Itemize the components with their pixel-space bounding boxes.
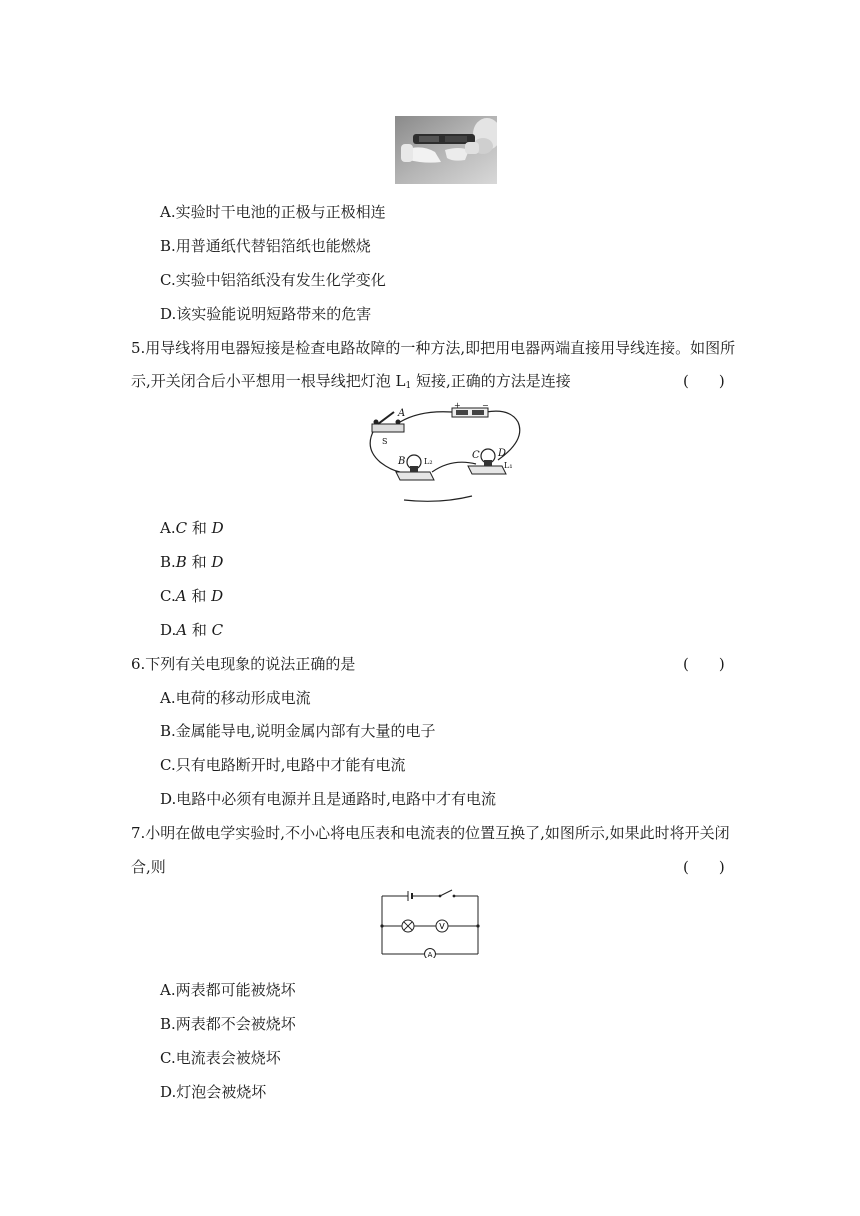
q6-option-d: D.电路中必须有电源并且是通路时,电路中才有电流 bbox=[160, 790, 497, 808]
q5-stem-line1: 5.用导线将用电器短接是检查电路故障的一种方法,即把用电器两端直接用导线连接。如图所 bbox=[131, 339, 736, 357]
q6-option-b: B.金属能导电,说明金属内部有大量的电子 bbox=[160, 722, 436, 740]
label-a: A bbox=[398, 408, 406, 419]
q5-option-a: A.C 和 D bbox=[160, 519, 224, 537]
q7-option-a: A.两表都可能被烧坏 bbox=[160, 981, 296, 999]
q5-stem-line2: 示,开关闭合后小平想用一根导线把灯泡 $L_1$ 短接,正确的方法是连接 bbox=[131, 372, 571, 391]
voltmeter-label: V bbox=[439, 922, 445, 931]
label-plus: + bbox=[454, 401, 461, 410]
q7-circuit-diagram bbox=[378, 884, 482, 958]
q7-option-d: D.灯泡会被烧坏 bbox=[160, 1083, 267, 1101]
q6-option-a: A.电荷的移动形成电流 bbox=[160, 689, 311, 707]
label-b: B bbox=[398, 456, 406, 467]
q6-answer-blank: ( ) bbox=[683, 655, 725, 673]
option-b: B.用普通纸代替铝箔纸也能燃烧 bbox=[160, 237, 371, 255]
label-s: S bbox=[382, 437, 388, 446]
q5-option-c: C.A 和 D bbox=[160, 587, 224, 605]
q7-stem-line2: 合,则 bbox=[131, 858, 166, 876]
label-d: D bbox=[498, 448, 507, 459]
q5-circuit-figure bbox=[360, 400, 528, 506]
label-l1: L₁ bbox=[504, 461, 513, 470]
label-minus: − bbox=[482, 401, 489, 410]
experiment-photo bbox=[395, 116, 497, 184]
label-c: C bbox=[472, 450, 480, 461]
q7-option-c: C.电流表会被烧坏 bbox=[160, 1049, 281, 1067]
q5-option-b: B.B 和 D bbox=[160, 553, 224, 571]
q6-option-c: C.只有电路断开时,电路中才能有电流 bbox=[160, 756, 406, 774]
q5-option-d: D.A 和 C bbox=[160, 621, 224, 639]
q5-answer-blank: ( ) bbox=[683, 372, 725, 390]
q7-stem-line1: 7.小明在做电学实验时,不小心将电压表和电流表的位置互换了,如图所示,如果此时将开关闭 bbox=[131, 824, 730, 842]
option-c: C.实验中铝箔纸没有发生化学变化 bbox=[160, 271, 386, 289]
q6-stem: 6.下列有关电现象的说法正确的是 bbox=[131, 655, 356, 673]
label-l2: L₂ bbox=[424, 457, 433, 466]
option-a: A.实验时干电池的正极与正极相连 bbox=[160, 203, 386, 221]
option-d: D.该实验能说明短路带来的危害 bbox=[160, 305, 372, 323]
ammeter-label: A bbox=[427, 951, 433, 958]
q7-option-b: B.两表都不会被烧坏 bbox=[160, 1015, 296, 1033]
q7-answer-blank: ( ) bbox=[683, 858, 725, 876]
